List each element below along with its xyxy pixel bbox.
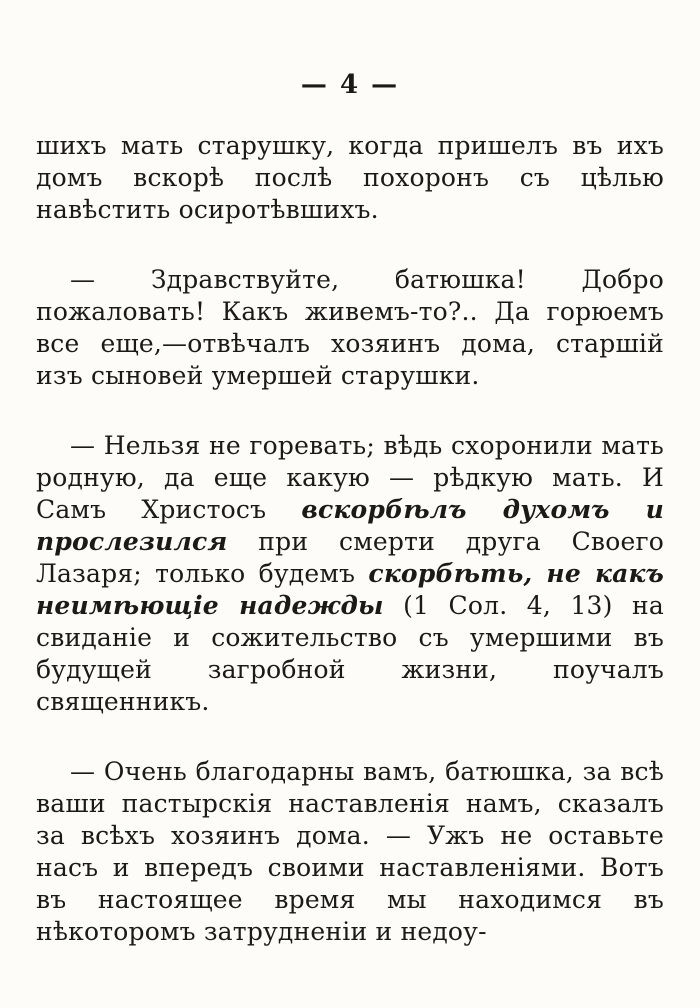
text-run: — Очень благодарны вамъ, батюшка, за всѣ ваши пастырскія наставленія намъ, сказалъ за всѣхъ хозяинъ дома. — Ужъ не оставьте насъ и впередъ своими наставленіями. Вотъ въ настоящее время мы находимся въ нѣкоторомъ затрудненіи и недоу- [36, 757, 664, 946]
text-run: — Нельзя не горевать; вѣдь схоронили мать родную, да еще какую — рѣдкую мать. И Самъ Христосъ [36, 431, 664, 524]
emphasized-phrase: скорбѣть, не какъ неимѣющіе надежды [36, 559, 664, 620]
text-run: при смерти друга Своего Лазаря; только будемъ [36, 527, 664, 588]
book-page [36, 70, 664, 986]
page-number: — 4 — [300, 70, 400, 100]
paragraph-3 [36, 430, 664, 718]
body-text [36, 130, 664, 948]
text-run: (1 Сол. 4, 13) на свиданіе и сожительство съ умершими въ будущей загробной жизни, поучалъ священникъ. [36, 591, 664, 716]
text-run: — Здравствуйте, батюшка! Добро пожаловать! Какъ живемъ-то?.. Да горюемъ все еще,—отвѣчалъ хозяинъ дома, старшій изъ сыновей умершей старушки. [36, 265, 664, 390]
paragraph-2 [36, 264, 664, 392]
paragraph-4 [36, 756, 664, 948]
emphasized-phrase: вскорбѣлъ духомъ и прослезился [36, 495, 664, 556]
text-run: шихъ мать старушку, когда пришелъ въ ихъ домъ вскорѣ послѣ похоронъ съ цѣлью навѣстить осиротѣвшихъ. [36, 131, 664, 224]
paragraph-1 [36, 130, 664, 226]
